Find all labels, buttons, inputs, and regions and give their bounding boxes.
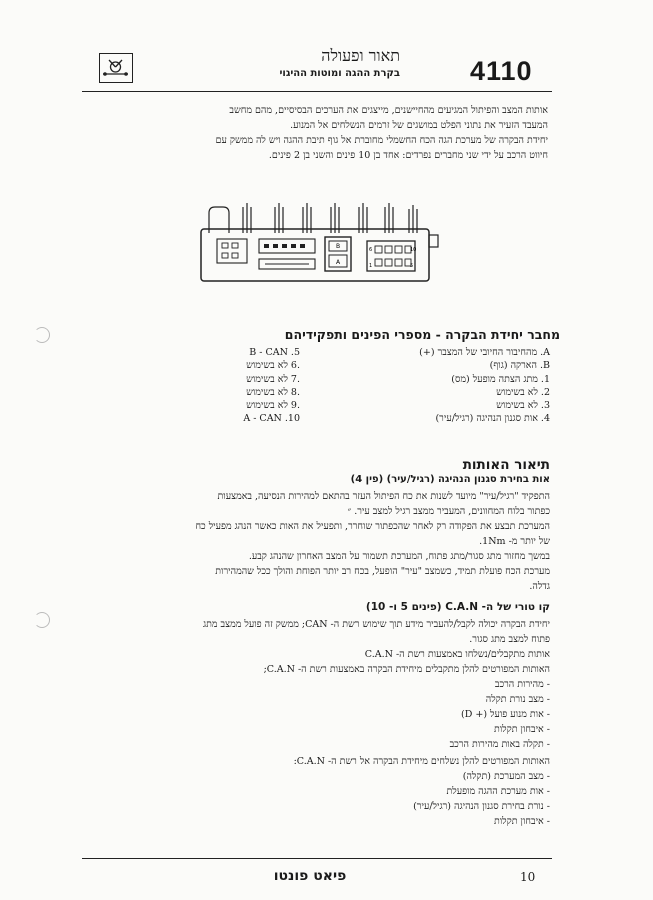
list-item: - מצב נורת תקלה (485, 694, 550, 705)
list-item: - מהירות הרכב (494, 679, 550, 690)
intro-paragraph (78, 103, 548, 163)
page-title: תאור ופעולה (321, 46, 400, 65)
pin-item: B - CAN .5 (249, 347, 300, 358)
can-line-paragraph (78, 617, 550, 752)
pin-item: .6 לא בשימוש (246, 360, 300, 372)
binder-hole-mark (34, 327, 50, 343)
drive-style-heading: אות בחירת סגנון הנהיגה (רגיל/עיר) (פין 4) (350, 474, 550, 485)
pin-10-label: 10 (410, 247, 417, 253)
body-line: מערכת הכח פועלת תמיד, כשמצב "עיר" הופעל, בכח רב יותר הפוחת והולך ככל שהמהירות (215, 566, 550, 577)
body-line: כפתור בלוח המחוונים, המעביר ממצב רגיל למצב עיר. ״ (347, 506, 550, 517)
pin-item: B. הארקה (גוף) (489, 360, 550, 372)
list-item: - נורת בחירת סגנון הנהיגה (רגיל/עיר) (413, 801, 550, 812)
intro-line: אותות המצב והפיתול המגיעים מהחיישנים, מייצגים את הערכים הבסיסיים, מהם מחשב (229, 105, 548, 116)
pin-item: 4. אות סגנון הנהיגה (רגיל/עיר) (435, 413, 550, 425)
binder-hole-mark (34, 612, 50, 628)
section-number: 4110 (470, 56, 533, 86)
body-line: האותות המפורטים להלן מתקבלים מיחידת הבקרה באמצעות רשת ה- C.A.N; (263, 664, 550, 675)
list-item: - מצב המערכת (תקלה) (462, 771, 550, 782)
pin-item: .8 לא בשימוש (246, 386, 300, 398)
body-line: במשך מחזור מתג סגור/מתג פתוח, המערכת תשמור על המצב האחרון שהנהג קבע. (248, 551, 550, 562)
pin-item: .9 לא בשימוש (246, 400, 300, 412)
body-line: גדלה. (529, 581, 550, 592)
body-line: פתוח למצב מתג סגור. (469, 634, 550, 645)
list-item: - אות מערכת ההגה מופעלת (446, 786, 550, 797)
drive-style-paragraph (78, 489, 550, 594)
pin-6-label: 6 (369, 247, 373, 253)
pin-5-label: 5 (410, 263, 414, 269)
pin-item: .7 לא בשימוש (246, 373, 300, 385)
list-item: - אות מנוע פועל (+ D) (461, 709, 550, 720)
body-line: יחידת הבקרה יכולה לקבל/להעביר מידע תוך שימוש רשת ה- CAN; ממשק זה פועל ממצב מתג (202, 619, 550, 630)
pin-item: A - CAN .10 (243, 413, 300, 425)
footer-brand: פיאט פונטו (273, 868, 347, 884)
footer-page-number: 10 (520, 870, 536, 884)
pins-heading: מחבר יחידת הבקרה - מספרי הפינים ותפקידיהם (284, 327, 560, 342)
pins-list-right (320, 346, 550, 426)
connector-diagram (195, 195, 445, 295)
body-line: התפקיד "רגיל/עיר" מיועד לשנות את כח הפיתול העזר בהתאם למהירות הנסיעה, באמצעות (217, 491, 550, 502)
pin-a-label: A (336, 259, 341, 266)
pin-item: A. מהחיבור החיובי של המצבר (+) (419, 347, 550, 358)
footer-divider (82, 858, 552, 859)
pin-item: 1. מתג הצתה מופעל (מס) (451, 373, 550, 385)
intro-line: חיווט הרכב על ידי שני מחברים נפרדים: אחד בן 10 פינים והשני בן 2 פינים. (268, 150, 548, 161)
sent-signals-paragraph (78, 754, 550, 829)
body-line: של יותר מ- 1Nm. (479, 536, 550, 547)
list-item: - איבחון תקלות (493, 724, 550, 735)
steering-system-icon (99, 53, 133, 83)
list-item: - איבחון תקלות (493, 816, 550, 827)
pin-b-label: B (336, 243, 341, 250)
intro-line: יחידת הבקרה של מערכת הגה הכח החשמלי מחוברת אל גוף תיבת ההגה ויש לה ממשק עם (215, 135, 548, 146)
pin-item: 2. לא בשימוש (496, 386, 550, 398)
header-divider (82, 91, 552, 92)
pin-1-label: 1 (369, 263, 373, 269)
pin-item: 3. לא בשימוש (496, 400, 550, 412)
page-subtitle: בקרת ההגה ומוטות ההיגוי (279, 68, 400, 79)
body-line: המערכת תבצע את הפקודה רק לאחר שהכפתור שוחרר, ותפעיל את האות כאשר הנהג מפעיל כח (195, 521, 550, 532)
list-item: - תקלה באות מהירות הרכב (449, 739, 550, 750)
signals-heading: תיאור האותות (462, 457, 550, 473)
can-line-heading: קו טורי של ה- C.A.N (פינים 5 ו- 10) (365, 601, 550, 613)
intro-line: המעבד הזעיר את נתוני הפלט במושגים של זרמים הנשלחים אל המנוע. (290, 120, 548, 131)
pins-list-left (180, 346, 300, 426)
body-line: האותות המפורטים להלן נשלחים מיחידת הבקרה אל רשת ה- C.A.N: (293, 756, 550, 767)
body-line: אותות מתקבלים/נשלחו באמצעות רשת ה- C.A.N (364, 649, 550, 660)
